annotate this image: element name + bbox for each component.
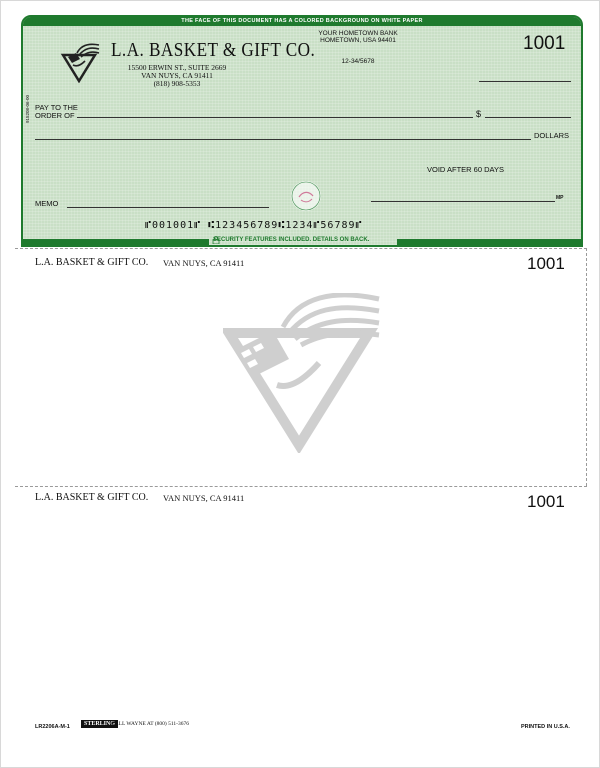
- signature-line[interactable]: [371, 201, 555, 202]
- top-notice: THE FACE OF THIS DOCUMENT HAS A COLORED BACKGROUND ON WHITE PAPER: [23, 17, 581, 26]
- check: [21, 15, 583, 247]
- check-number: 1001: [523, 33, 566, 54]
- stub2-company: L.A. BASKET & GIFT CO.: [35, 492, 149, 503]
- date-line[interactable]: [479, 81, 571, 82]
- company-logo-icon: [59, 43, 101, 83]
- payee-line[interactable]: [77, 117, 473, 118]
- memo-label: MEMO: [35, 199, 59, 208]
- void-notice: VOID AFTER 60 DAYS: [427, 165, 504, 174]
- footer-printed: PRINTED IN U.S.A.: [521, 724, 570, 730]
- amount-box-line[interactable]: [485, 117, 571, 118]
- dollar-sign: $: [476, 109, 482, 119]
- company-name: L.A. BASKET & GIFT CO.: [111, 39, 316, 61]
- stub1-check-number: 1001: [527, 254, 565, 273]
- pay-to-label-line2: ORDER OF: [35, 111, 75, 120]
- amount-words-line[interactable]: [35, 139, 531, 140]
- footer-call: CALL WAYNE AT (800) 511-3676: [111, 721, 190, 727]
- footer-brand: STERLING: [81, 720, 118, 728]
- micr-line: ⑈001001⑈ ⑆123456789⑆1234⑈56789⑈: [145, 220, 363, 231]
- stub2-check-number: 1001: [527, 492, 565, 511]
- perforation-1: [15, 248, 587, 249]
- pay-to-label-line1: PAY TO THE: [35, 103, 78, 112]
- bank-city: HOMETOWN, USA 94401: [320, 37, 396, 44]
- stub2-city: VAN NUYS, CA 91411: [163, 493, 245, 503]
- security-band: [23, 236, 581, 245]
- company-phone: (818) 908-5353: [153, 79, 201, 88]
- routing-fraction: 12-34/5678: [341, 58, 375, 65]
- security-notice: SECURITY FEATURES INCLUDED. DETAILS ON BACK.: [213, 237, 370, 243]
- dollars-label: DOLLARS: [534, 131, 570, 140]
- footer-form-code: LR2206A-M-1: [35, 724, 70, 730]
- perforation-right: [586, 248, 587, 486]
- stub1-city: VAN NUYS, CA 91411: [163, 258, 245, 268]
- memo-line[interactable]: [67, 207, 269, 208]
- mp-mark: MP: [556, 195, 564, 201]
- recycled-seal-icon: [289, 179, 323, 213]
- watermark-logo-icon: [223, 293, 383, 453]
- vertical-form-code: 915208-06-00: [25, 94, 30, 123]
- company-address-line2: VAN NUYS, CA 91411: [141, 71, 213, 80]
- bank-name: YOUR HOMETOWN BANK: [318, 30, 398, 37]
- company-address-line1: 15500 ERWIN ST., SUITE 2669: [127, 63, 227, 72]
- stub1-company: L.A. BASKET & GIFT CO.: [35, 257, 149, 268]
- perforation-2: [15, 486, 587, 487]
